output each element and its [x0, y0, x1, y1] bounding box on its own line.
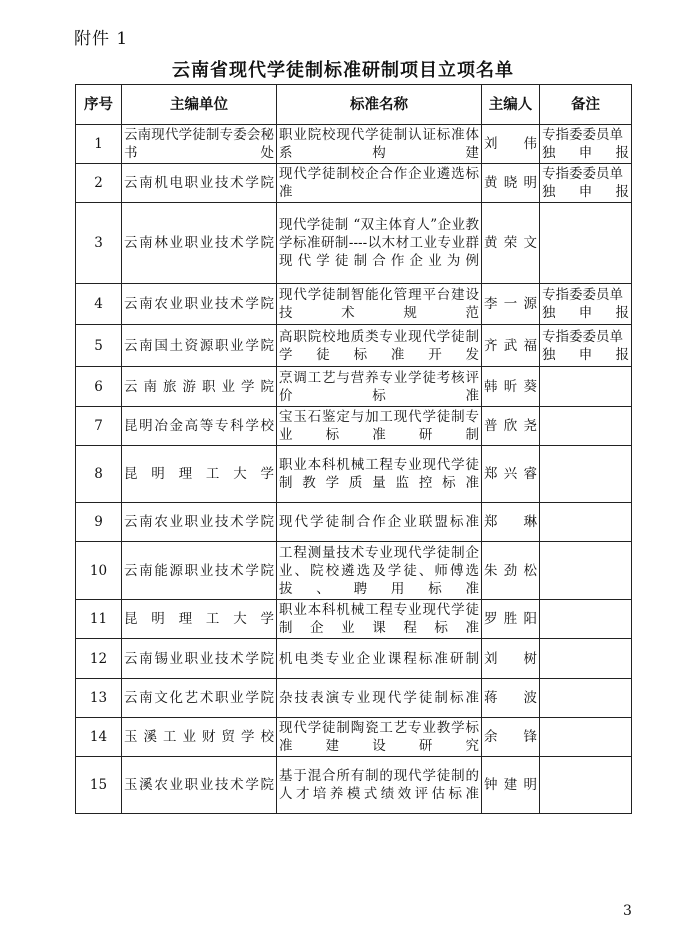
row-standard: 基于混合所有制的现代学徒制的人才培养模式绩效评估标准: [277, 757, 482, 814]
row-note: [540, 639, 632, 679]
table-row: [76, 718, 632, 757]
row-number: 1: [76, 125, 122, 164]
row-note: [540, 503, 632, 542]
row-editor: 韩昕葵: [482, 367, 540, 407]
row-standard: 职业本科机械工程专业现代学徒制企业课程标准: [277, 600, 482, 639]
row-note: [540, 446, 632, 503]
row-editor: 齐武福: [482, 325, 540, 367]
row-unit: 云南能源职业技术学院: [122, 542, 277, 600]
table-row: [76, 284, 632, 325]
row-number: 6: [76, 367, 122, 407]
row-number: 4: [76, 284, 122, 325]
row-unit: 玉溪农业职业技术学院: [122, 757, 277, 814]
row-note: [540, 600, 632, 639]
row-unit: 昆明理工大学: [122, 600, 277, 639]
row-number: 15: [76, 757, 122, 814]
row-unit: 云南农业职业技术学院: [122, 503, 277, 542]
row-unit: 玉溪工业财贸学校: [122, 718, 277, 757]
project-list-table: [75, 84, 632, 814]
row-unit: 云南现代学徒制专委会秘书处: [122, 125, 277, 164]
table-row: [76, 446, 632, 503]
row-unit: 云南文化艺术职业学院: [122, 679, 277, 718]
row-editor: 李一源: [482, 284, 540, 325]
row-unit: 云南旅游职业学院: [122, 367, 277, 407]
row-number: 8: [76, 446, 122, 503]
row-unit: 云南机电职业技术学院: [122, 164, 277, 203]
row-number: 13: [76, 679, 122, 718]
row-editor: 钟建明: [482, 757, 540, 814]
row-editor: 黄荣文: [482, 203, 540, 284]
row-unit: 云南锡业职业技术学院: [122, 639, 277, 679]
row-number: 9: [76, 503, 122, 542]
row-note: [540, 367, 632, 407]
row-standard: 宝玉石鉴定与加工现代学徒制专业标准研制: [277, 407, 482, 446]
row-editor: 刘 伟: [482, 125, 540, 164]
row-note: [540, 679, 632, 718]
row-unit: 云南国土资源职业学院: [122, 325, 277, 367]
row-editor: 余 锋: [482, 718, 540, 757]
row-note: [540, 757, 632, 814]
row-number: 14: [76, 718, 122, 757]
table-row: [76, 600, 632, 639]
row-standard: 机电类专业企业课程标准研制: [277, 639, 482, 679]
table-row: [76, 407, 632, 446]
row-editor: 罗胜阳: [482, 600, 540, 639]
row-editor: 普欣尧: [482, 407, 540, 446]
attachment-label: 附件 1: [74, 29, 129, 49]
row-note: 专指委委员单独申报: [540, 325, 632, 367]
row-note: 专指委委员单独申报: [540, 164, 632, 203]
header-note: 备注: [540, 85, 632, 125]
row-number: 12: [76, 639, 122, 679]
row-editor: 黄晓明: [482, 164, 540, 203]
row-editor: 朱劲松: [482, 542, 540, 600]
row-standard: 现代学徒制智能化管理平台建设技术规范: [277, 284, 482, 325]
row-note: 专指委委员单独申报: [540, 284, 632, 325]
row-note: [540, 542, 632, 600]
row-editor: 郑 琳: [482, 503, 540, 542]
row-note: [540, 718, 632, 757]
row-note: [540, 203, 632, 284]
header-unit: 主编单位: [122, 85, 277, 125]
row-standard: 烹调工艺与营养专业学徒考核评价标准: [277, 367, 482, 407]
row-note: [540, 407, 632, 446]
table-row: [76, 639, 632, 679]
header-editor: 主编人: [482, 85, 540, 125]
row-number: 3: [76, 203, 122, 284]
table-header-row: [76, 85, 632, 125]
row-editor: 郑兴睿: [482, 446, 540, 503]
table-row: [76, 367, 632, 407]
table-row: [76, 503, 632, 542]
row-number: 7: [76, 407, 122, 446]
table-row: [76, 679, 632, 718]
table-row: [76, 164, 632, 203]
row-editor: 蒋 波: [482, 679, 540, 718]
row-unit: 昆明冶金高等专科学校: [122, 407, 277, 446]
table-row: [76, 125, 632, 164]
row-standard: 杂技表演专业现代学徒制标准: [277, 679, 482, 718]
row-standard: 现代学徒制校企合作企业遴选标准: [277, 164, 482, 203]
row-standard: 现代学徒制陶瓷工艺专业教学标准建设研究: [277, 718, 482, 757]
row-unit: 昆明理工大学: [122, 446, 277, 503]
row-standard: 职业本科机械工程专业现代学徒制教学质量监控标准: [277, 446, 482, 503]
row-unit: 云南林业职业技术学院: [122, 203, 277, 284]
row-editor: 刘 树: [482, 639, 540, 679]
row-standard: 职业院校现代学徒制认证标准体系构建: [277, 125, 482, 164]
row-standard: 工程测量技术专业现代学徒制企业、院校遴选及学徒、师傅选拔、聘用标准: [277, 542, 482, 600]
row-number: 5: [76, 325, 122, 367]
page-number: 3: [623, 903, 632, 919]
row-number: 2: [76, 164, 122, 203]
table-row: [76, 325, 632, 367]
row-unit: 云南农业职业技术学院: [122, 284, 277, 325]
row-standard: 高职院校地质类专业现代学徒制学徒标准开发: [277, 325, 482, 367]
table-row: [76, 757, 632, 814]
row-number: 10: [76, 542, 122, 600]
row-note: 专指委委员单独申报: [540, 125, 632, 164]
header-no: 序号: [76, 85, 122, 125]
row-number: 11: [76, 600, 122, 639]
row-standard: 现代学徒制合作企业联盟标准: [277, 503, 482, 542]
table-row: [76, 203, 632, 284]
document-title: 云南省现代学徒制标准研制项目立项名单: [172, 60, 514, 81]
row-standard: 现代学徒制 “双主体育人”企业教学标准研制----以木材工业专业群现代学徒制合作企业为例: [277, 203, 482, 284]
header-standard: 标准名称: [277, 85, 482, 125]
table-row: [76, 542, 632, 600]
